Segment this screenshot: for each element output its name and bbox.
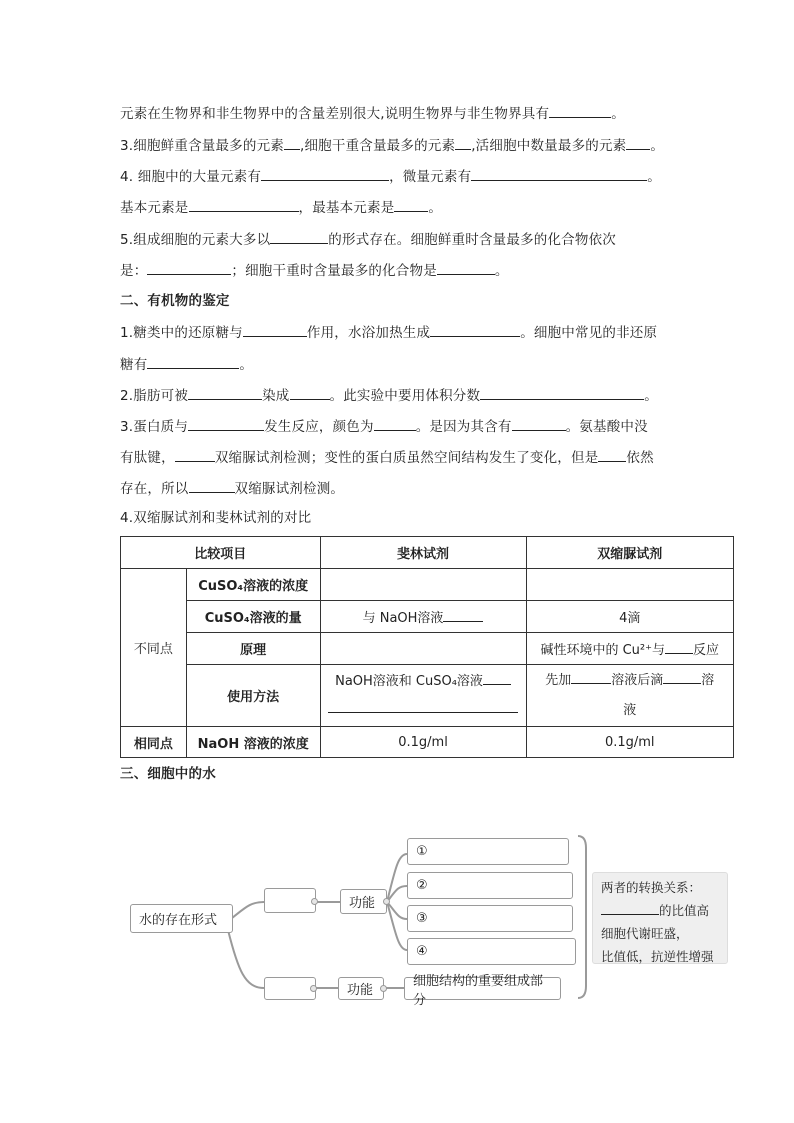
fill-blank[interactable] — [147, 260, 231, 275]
row-naoh-concentration: NaOH 溶液的浓度 — [186, 727, 320, 758]
fill-blank[interactable] — [243, 322, 307, 337]
text-line-2: 3.细胞鲜重含量最多的元素 ,细胞干重含量最多的元素 ,活细胞中数量最多的元素 。 — [120, 135, 664, 156]
fill-blank[interactable] — [290, 385, 330, 400]
fill-blank[interactable] — [437, 260, 495, 275]
fill-blank[interactable] — [374, 416, 416, 431]
cell-biuret-amount: 4滴 — [526, 601, 734, 633]
text-line-7: 1.糖类中的还原糖与 作用，水浴加热生成 。细胞中常见的非还原 — [120, 322, 657, 343]
header-item: 比较项目 — [121, 537, 321, 569]
fill-blank[interactable] — [512, 416, 566, 431]
func-node-lower[interactable]: 功能 — [338, 977, 384, 1000]
text-line-4: 基本元素是 ，最基本元素是 。 — [120, 197, 442, 218]
text-line-10: 3.蛋白质与 发生反应，颜色为 。是因为其含有 。氨基酸中没 — [120, 416, 648, 437]
func-node-upper[interactable]: 功能 — [340, 889, 387, 914]
fill-blank[interactable] — [455, 135, 471, 150]
collapse-dot-icon[interactable] — [310, 985, 317, 992]
cell-biuret-naoh: 0.1g/ml — [526, 727, 734, 758]
cell-empty[interactable] — [526, 569, 734, 601]
connector-root-lower — [228, 930, 264, 988]
upper-blank-node[interactable] — [264, 888, 316, 913]
brace-bracket — [578, 836, 586, 998]
fill-blank[interactable] — [571, 669, 611, 684]
cell-fehling-naoh: 0.1g/ml — [320, 727, 526, 758]
row-usage: 使用方法 — [186, 665, 320, 727]
fill-blank[interactable] — [261, 166, 389, 181]
collapse-dot-icon[interactable] — [311, 898, 318, 905]
fill-blank[interactable] — [175, 447, 215, 462]
section-heading-3: 三、细胞中的水 — [120, 766, 216, 782]
connector-root-upper — [232, 902, 264, 918]
text-line-5: 5.组成细胞的元素大多以 的形式存在。细胞鲜重时含量最多的化合物依次 — [120, 229, 616, 250]
cell-empty[interactable] — [320, 633, 526, 665]
fill-blank[interactable] — [471, 166, 647, 181]
fill-blank[interactable] — [480, 385, 644, 400]
text-line-12: 存在，所以 双缩脲试剂检测。 — [120, 478, 344, 499]
fill-blank[interactable] — [188, 385, 262, 400]
structure-node[interactable]: 细胞结构的重要组成部分 — [404, 977, 561, 1000]
cell-fehling-amount: 与 NaOH溶液 — [320, 601, 526, 633]
same-label: 相同点 — [121, 727, 187, 758]
cell-fehling-usage: NaOH溶液和 CuSO₄溶液 — [320, 665, 526, 727]
fill-blank[interactable] — [328, 698, 518, 713]
fill-blank[interactable] — [598, 447, 626, 462]
cell-biuret-usage: 先加 溶液后滴 溶 液 — [526, 665, 734, 727]
child-node-2[interactable]: ② — [407, 872, 573, 899]
fill-blank[interactable] — [189, 197, 299, 212]
text-line-3: 4. 细胞中的大量元素有 ，微量元素有 。 — [120, 166, 661, 187]
cell-empty[interactable] — [320, 569, 526, 601]
header-biuret: 双缩脲试剂 — [526, 537, 734, 569]
fill-blank[interactable] — [626, 135, 650, 150]
connector-func-c4 — [387, 902, 407, 950]
text-line-9: 2.脂肪可被 染成 。此实验中要用体积分数 。 — [120, 385, 658, 406]
comparison-table — [120, 536, 734, 758]
text-line-1: 元素在生物界和非生物界中的含量差别很大,说明生物界与非生物界具有 。 — [120, 103, 625, 124]
root-node[interactable]: 水的存在形式 — [130, 904, 233, 933]
text-line-8: 糖有 。 — [120, 354, 253, 375]
fill-blank[interactable] — [483, 670, 511, 685]
text-line-13: 4.双缩脲试剂和斐林试剂的对比 — [120, 510, 312, 526]
child-node-3[interactable]: ③ — [407, 905, 573, 932]
text-line-6: 是： ；细胞干重时含量最多的化合物是 。 — [120, 260, 509, 281]
fill-blank[interactable] — [663, 669, 701, 684]
collapse-dot-icon[interactable] — [383, 898, 390, 905]
fill-blank[interactable] — [665, 639, 693, 654]
row-principle: 原理 — [186, 633, 320, 665]
row-cuso4-amount: CuSO₄溶液的量 — [186, 601, 320, 633]
collapse-dot-icon[interactable] — [380, 985, 387, 992]
section-heading-2: 二、有机物的鉴定 — [120, 293, 230, 309]
text-line-11: 有肽键， 双缩脲试剂检测；变性的蛋白质虽然空间结构发生了变化，但是 依然 — [120, 447, 654, 468]
lower-blank-node[interactable] — [264, 977, 316, 1000]
conversion-note: 两者的转换关系： 的比值高 细胞代谢旺盛， 比值低，抗逆性增强 — [592, 872, 728, 964]
fill-blank[interactable] — [549, 103, 611, 118]
row-cuso4-concentration: CuSO₄溶液的浓度 — [186, 569, 320, 601]
fill-blank[interactable] — [188, 416, 264, 431]
fill-blank[interactable] — [601, 900, 659, 915]
fill-blank[interactable] — [284, 135, 300, 150]
diff-label: 不同点 — [121, 569, 187, 727]
fill-blank[interactable] — [189, 478, 235, 493]
fill-blank[interactable] — [270, 229, 328, 244]
connector-func-c1 — [387, 854, 407, 902]
fill-blank[interactable] — [430, 322, 520, 337]
cell-biuret-principle: 碱性环境中的 Cu²⁺与 反应 — [526, 633, 734, 665]
header-fehling: 斐林试剂 — [320, 537, 526, 569]
fill-blank[interactable] — [443, 607, 483, 622]
fill-blank[interactable] — [394, 197, 428, 212]
child-node-4[interactable]: ④ — [407, 938, 576, 965]
child-node-1[interactable]: ① — [407, 838, 569, 865]
fill-blank[interactable] — [147, 354, 239, 369]
